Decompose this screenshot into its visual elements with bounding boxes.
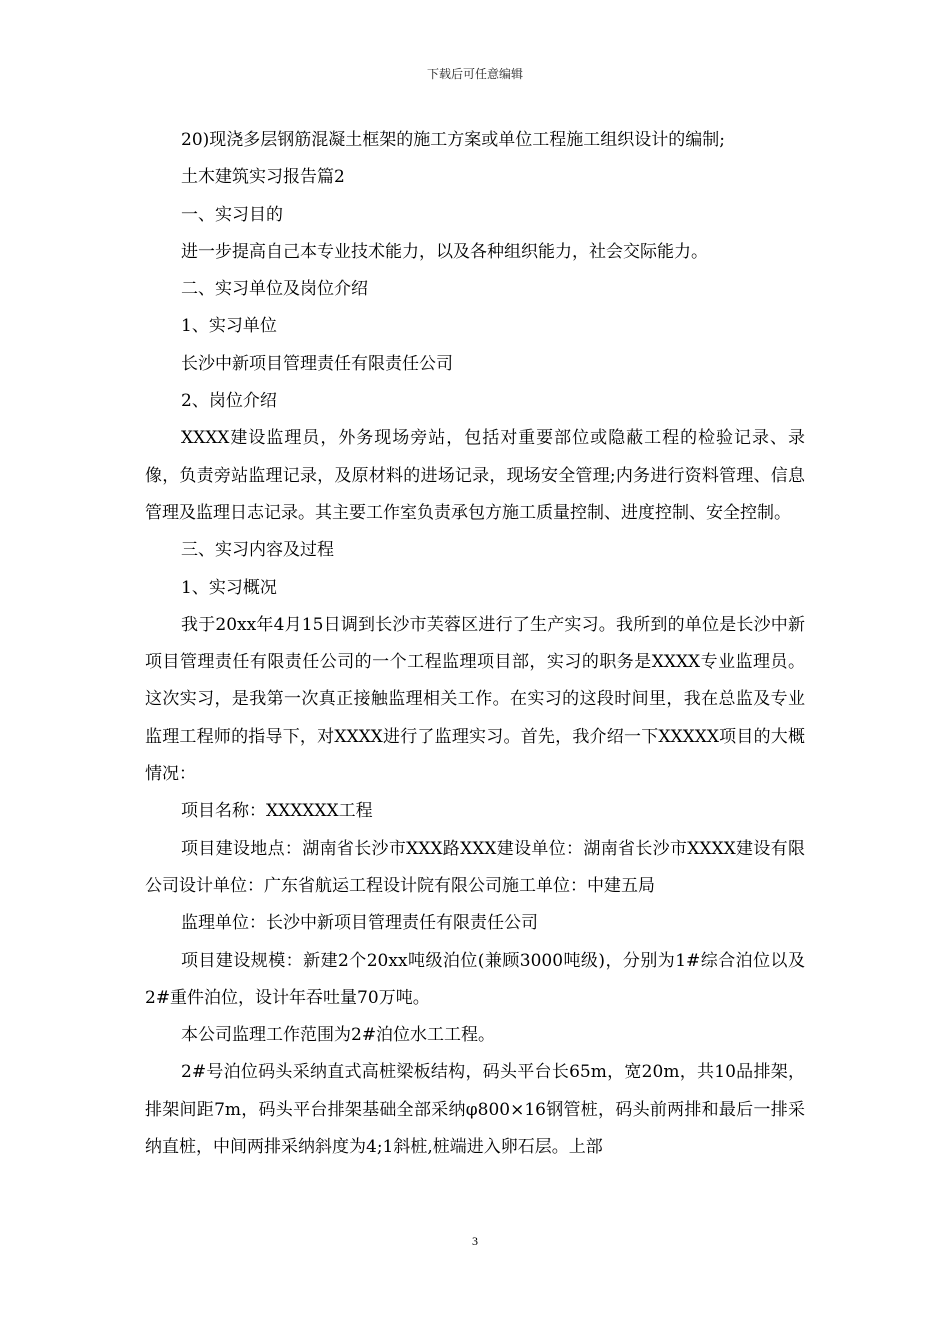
subheading: 1、实习概况 <box>181 577 277 598</box>
heading: 三、实习内容及过程 <box>181 540 334 561</box>
page-number: 3 <box>472 1234 478 1248</box>
subheading: 2、岗位介绍 <box>181 391 277 412</box>
page-header: 下载后可任意编辑 <box>426 67 523 81</box>
paragraph: 监理单位：长沙中新项目管理责任有限责任公司 <box>181 913 538 934</box>
paragraph: 长沙中新项目管理责任有限责任公司 <box>181 353 453 374</box>
paragraph: 我于20xx年4月15日调到长沙市芙蓉区进行了生产实习。我所到的单位是长沙中新项目管理责任有限责任公司的一个工程监理项目部，实习的职务是XXXX专业监理员。这次实习，是我第一次真正接触监理相关工作。在实习的这段时间里，我在总监及专业监理工程师的指导下，对XXXX进行了监理实习。首先，我介绍一下XXXXX项目的大概情况： <box>145 614 805 785</box>
paragraph: 进一步提高自己本专业技术能力，以及各种组织能力，社会交际能力。 <box>181 241 708 262</box>
heading: 一、实习目的 <box>181 204 283 225</box>
document-body <box>145 122 805 1166</box>
paragraph: 项目名称：XXXXXX工程 <box>181 801 373 822</box>
paragraph: XXXX建设监理员，外务现场旁站，包括对重要部位或隐蔽工程的检验记录、录像，负责旁站监理记录，及原材料的进场记录，现场安全管理;内务进行资料管理、信息管理及监理日志记录。其主要工作室负责承包方施工质量控制、进度控制、安全控制。 <box>145 428 805 523</box>
paragraph: 项目建设规模：新建2个20xx吨级泊位(兼顾3000吨级)，分别为1#综合泊位以及2#重件泊位，设计年吞吐量70万吨。 <box>145 950 805 1008</box>
paragraph: 本公司监理工作范围为2#泊位水工工程。 <box>181 1025 496 1046</box>
paragraph: 项目建设地点：湖南省长沙市XXX路XXX建设单位：湖南省长沙市XXXX建设有限公司设计单位：广东省航运工程设计院有限公司施工单位：中建五局 <box>145 838 805 896</box>
subheading: 1、实习单位 <box>181 316 277 337</box>
heading: 二、实习单位及岗位介绍 <box>181 279 368 300</box>
section-title: 土木建筑实习报告篇2 <box>181 167 345 188</box>
paragraph: 2#号泊位码头采纳直式高桩梁板结构，码头平台长65m，宽20m，共10品排架，排架间距7m，码头平台排架基础全部采纳φ800×16钢管桩，码头前两排和最后一排采纳直桩，中间两排采纳斜度为4;1斜桩,桩端进入卵石层。上部 <box>145 1062 805 1158</box>
paragraph: 20)现浇多层钢筋混凝土框架的施工方案或单位工程施工组织设计的编制; <box>181 130 725 150</box>
